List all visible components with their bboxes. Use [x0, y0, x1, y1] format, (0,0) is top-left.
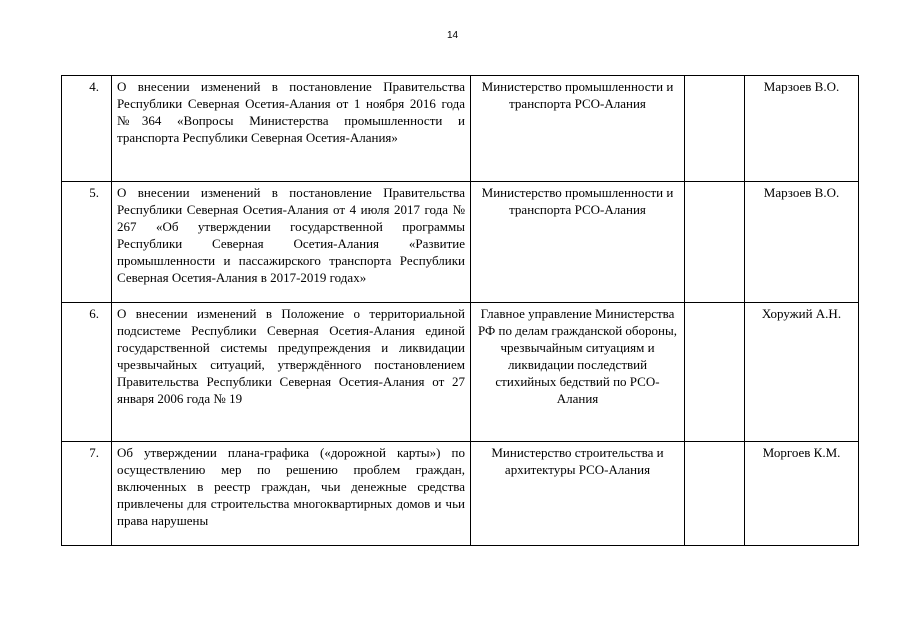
row-number: 7.	[62, 442, 112, 546]
document-title: О внесении изменений в постановление Правительства Республики Северная Осетия-Алания от 1 ноября 2016 года №364 «Вопросы Министерства промышленности и транспорта Республики Северная Осетия-Алания»	[112, 76, 471, 182]
table-row	[62, 303, 859, 442]
document-title: Об утверждении плана-графика («дорожной карты») по осуществлению мер по решению проблем граждан, включенных в реестр граждан, чьи денежные средства привлечены для строительства многоквартирных домов и чьи права нарушены	[112, 442, 471, 546]
responsible-person: Марзоев В.О.	[745, 76, 859, 182]
responsible-organization: Министерство промышленности и транспорта РСО-Алания	[471, 182, 685, 303]
table-row	[62, 76, 859, 182]
table-row	[62, 442, 859, 546]
deadline-cell	[685, 76, 745, 182]
deadline-cell	[685, 442, 745, 546]
responsible-organization: Министерство строительства и архитектуры РСО-Алания	[471, 442, 685, 546]
row-number: 4.	[62, 76, 112, 182]
deadline-cell	[685, 182, 745, 303]
row-number: 6.	[62, 303, 112, 442]
responsible-person: Хоружий А.Н.	[745, 303, 859, 442]
plan-table	[61, 75, 859, 546]
responsible-organization: Главное управление Министерства РФ по делам гражданской обороны, чрезвычайным ситуациям и ликвидации последствий стихийных бедствий по РСО-Алания	[471, 303, 685, 442]
document-title: О внесении изменений в Положение о территориальной подсистеме Республики Северная Осетия-Алания единой государственной системы предупреждения и ликвидации чрезвычайных ситуаций, утверждённого постановлением Правительства Республики Северная Осетия-Алания от 27 января 2006 года № 19	[112, 303, 471, 442]
responsible-person: Марзоев В.О.	[745, 182, 859, 303]
responsible-organization: Министерство промышленности и транспорта РСО-Алания	[471, 76, 685, 182]
page-number: 14	[446, 30, 459, 41]
deadline-cell	[685, 303, 745, 442]
table-row	[62, 182, 859, 303]
document-title: О внесении изменений в постановление Правительства Республики Северная Осетия-Алания от 4 июля 2017 года № 267 «Об утверждении государственной программы Республики Северная Осетия-Алания «Развитие промышленности и пассажирского транспорта Республики Северная Осетия-Алания в 2017-2019 годах»	[112, 182, 471, 303]
responsible-person: Моргоев К.М.	[745, 442, 859, 546]
row-number: 5.	[62, 182, 112, 303]
